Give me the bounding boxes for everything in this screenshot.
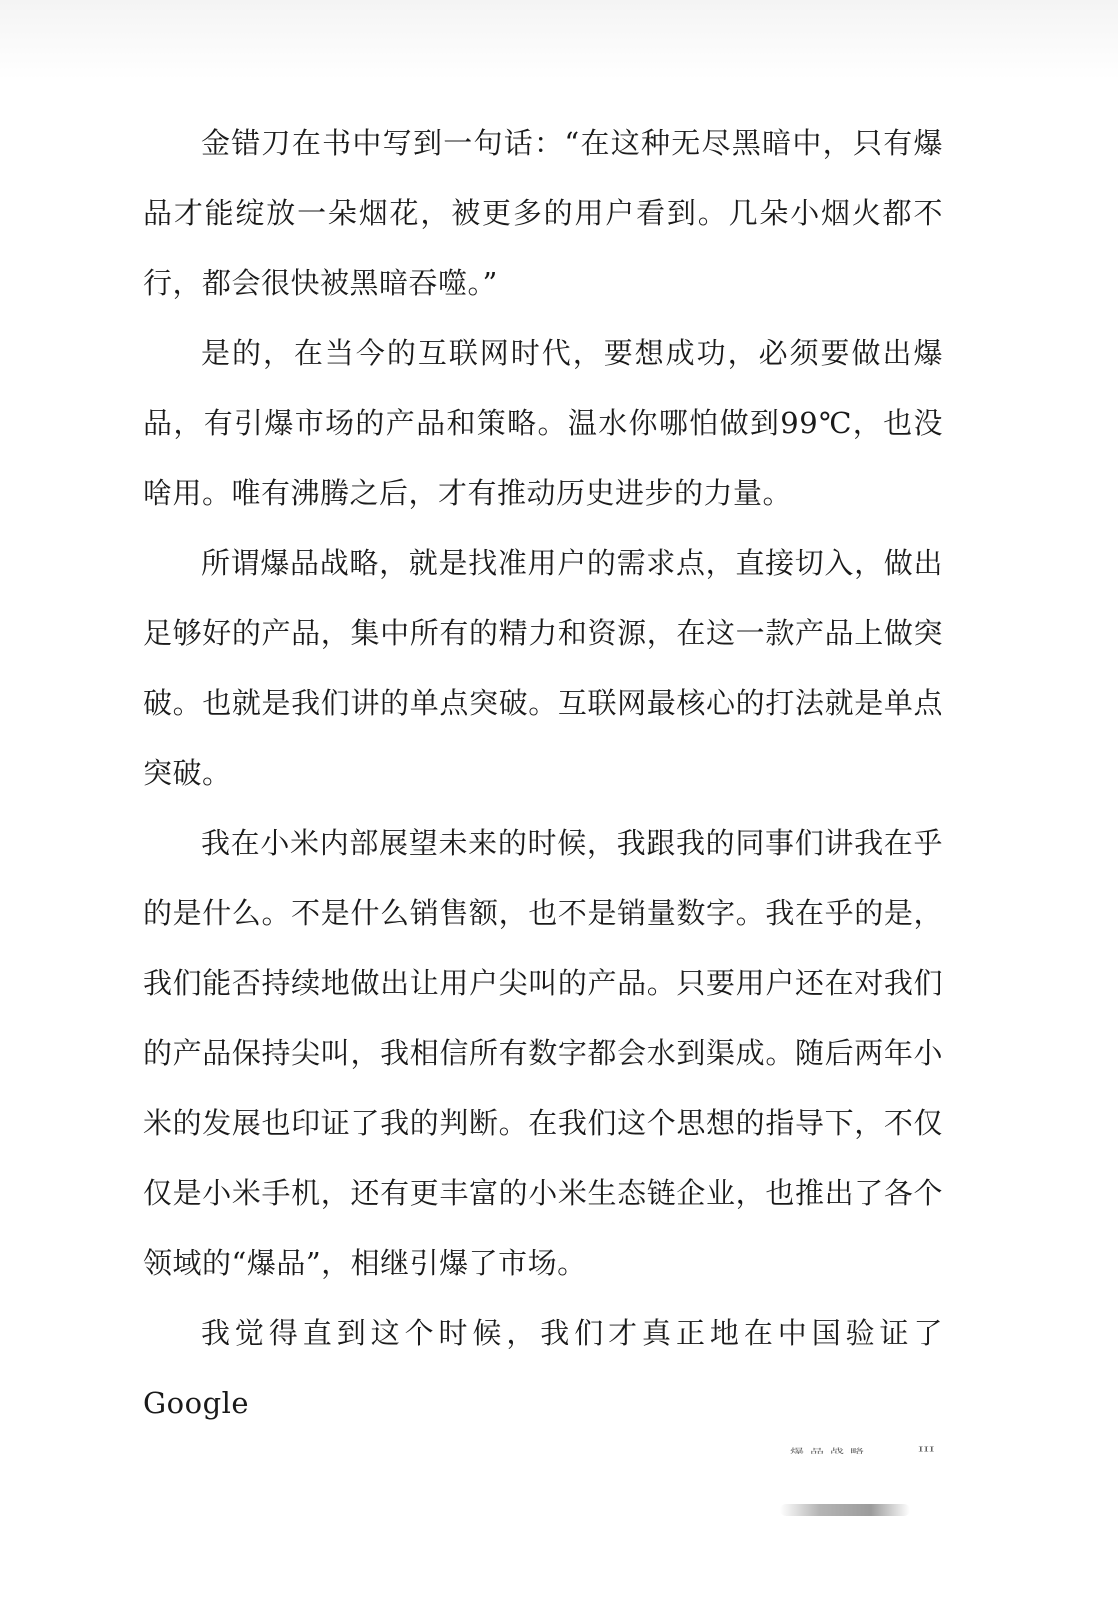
body-text: [143, 108, 943, 1438]
paragraph-1: 金错刀在书中写到一句话：“在这种无尽黑暗中，只有爆品才能绽放一朵烟花，被更多的用户看到。几朵小烟火都不行，都会很快被黑暗吞噬。”: [143, 126, 943, 300]
running-header: 爆品战略: [790, 1447, 870, 1455]
paragraph-4: 我在小米内部展望未来的时候，我跟我的同事们讲我在乎的是什么。不是什么销售额，也不是销量数字。我在乎的是，我们能否持续地做出让用户尖叫的产品。只要用户还在对我们的产品保持尖叫，我相信所有数字都会水到渠成。随后两年小米的发展也印证了我的判断。在我们这个思想的指导下，不仅仅是小米手机，还有更丰富的小米生态链企业，也推出了各个领域的“爆品”，相继引爆了市场。: [143, 826, 943, 1280]
paragraph-5: 我觉得直到这个时候，我们才真正地在中国验证了Google: [143, 1316, 943, 1420]
scan-shadow: [0, 0, 1118, 80]
paragraph-2: 是的，在当今的互联网时代，要想成功，必须要做出爆品，有引爆市场的产品和策略。温水你哪怕做到99℃，也没啥用。唯有沸腾之后，才有推动历史进步的力量。: [143, 336, 943, 510]
paragraph-3: 所谓爆品战略，就是找准用户的需求点，直接切入，做出足够好的产品，集中所有的精力和资源，在这一款产品上做突破。也就是我们讲的单点突破。互联网最核心的打法就是单点突破。: [143, 546, 943, 790]
scan-smudge: [780, 1504, 910, 1516]
page-number: III: [918, 1446, 935, 1454]
